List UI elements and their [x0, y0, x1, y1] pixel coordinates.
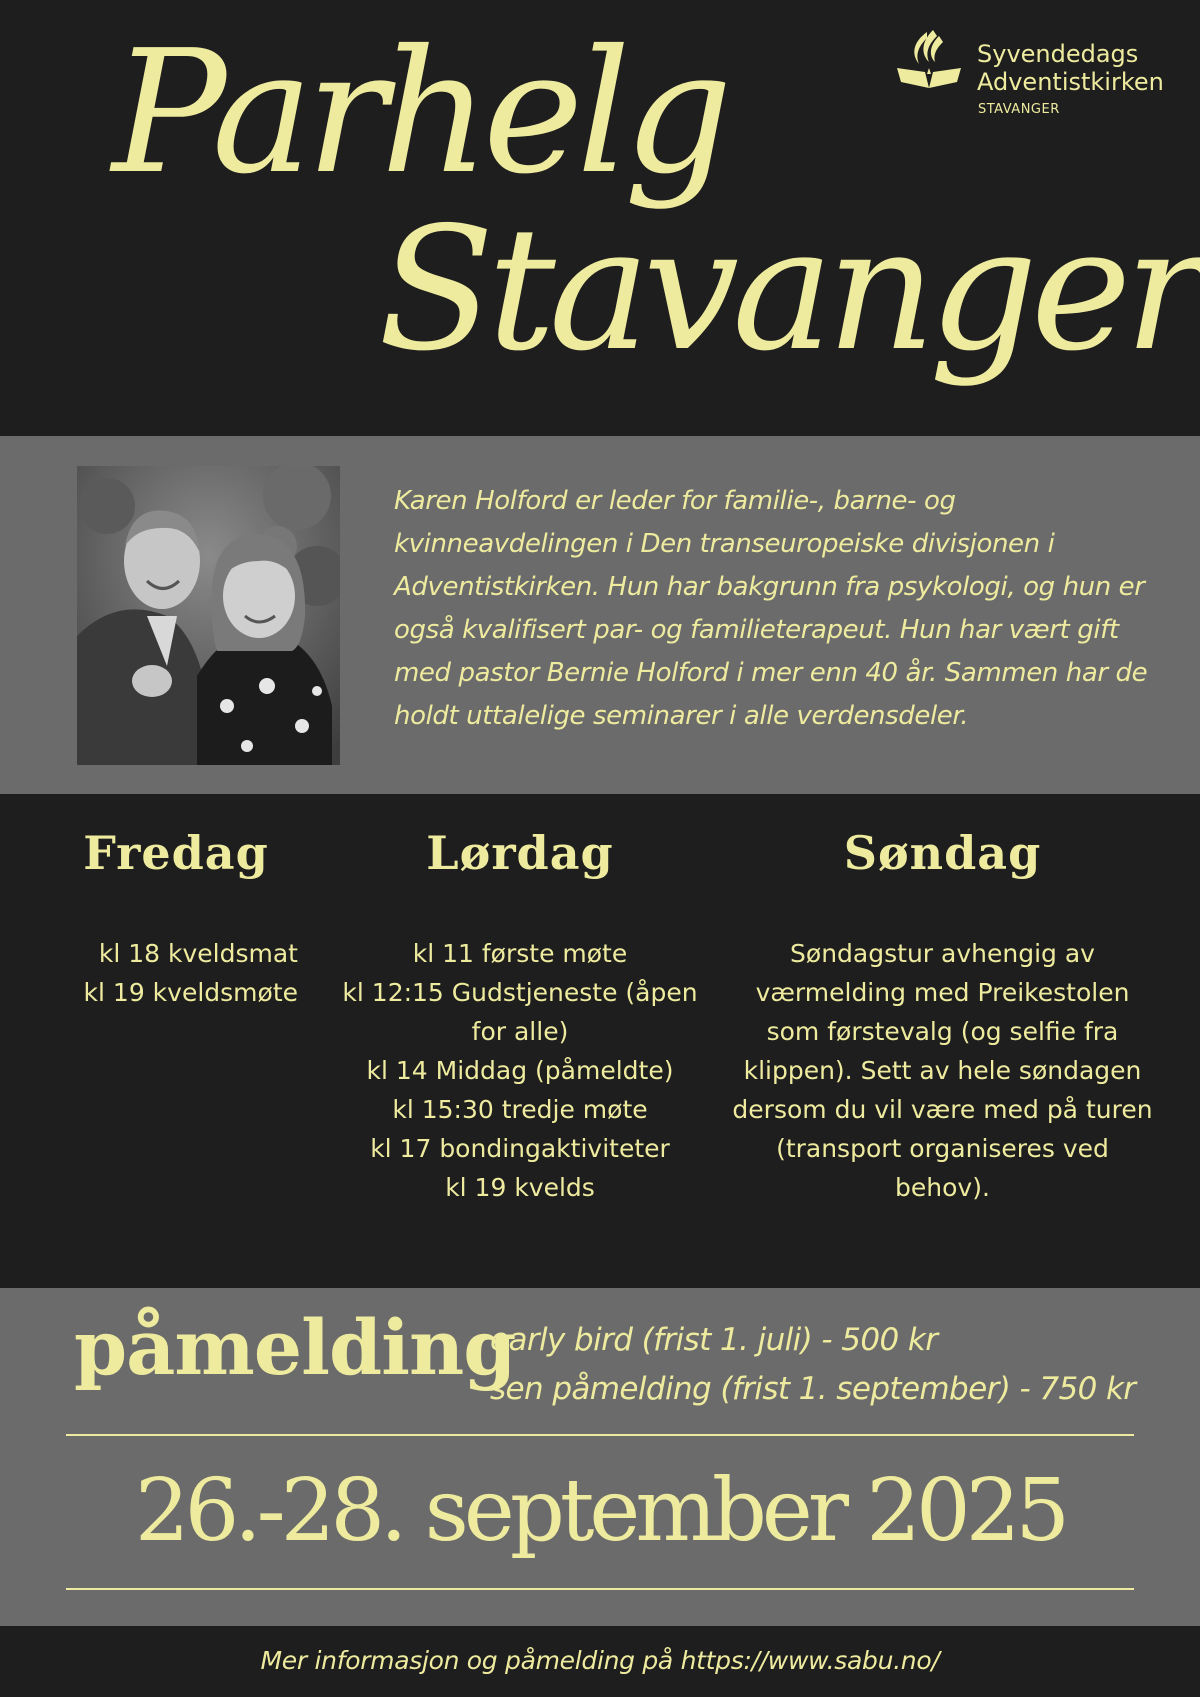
sondag-program: [730, 934, 1155, 1207]
program-line: kl 12:15 Gudstjeneste (åpen: [342, 978, 698, 1007]
day-heading-sondag: Søndag: [843, 826, 1042, 880]
day-heading-lordag: Lørdag: [426, 826, 614, 880]
program-line: for alle): [471, 1017, 569, 1046]
adventist-flame-book-icon: [893, 28, 969, 94]
hero-section: [0, 0, 1200, 436]
price-early-bird: early bird (frist 1. juli) - 500 kr: [490, 1322, 938, 1358]
price-late: sen påmelding (frist 1. september) - 750 kr: [490, 1371, 1136, 1407]
divider-line: [66, 1588, 1134, 1590]
fredag-program: [76, 934, 298, 1012]
sondag-description: Søndagstur avhengig av værmelding med Preikestolen som førstevalg (og selfie fra klippen). Sett av hele søndagen dersom du vil være med på turen (transport organiseres ved behov).: [732, 939, 1153, 1202]
program-line: kl 11 første møte: [412, 939, 628, 968]
couple-portrait-photo: [77, 466, 340, 765]
church-logo: [893, 28, 1173, 118]
footer: [0, 1626, 1200, 1697]
price-list: [490, 1316, 1135, 1414]
divider-line: [66, 1434, 1134, 1436]
lordag-program: [330, 934, 710, 1207]
program-line: kl 19 kvelds: [445, 1173, 595, 1202]
event-date: 26.-28. september 2025: [134, 1461, 1066, 1561]
program-line: kl 14 Middag (påmeldte): [366, 1056, 674, 1085]
logo-name-line-2: Adventistkirken: [977, 68, 1164, 96]
program-line: kl 15:30 tredje møte: [392, 1095, 648, 1124]
logo-name-line-1: Syvendedags: [977, 40, 1139, 68]
registration-title: påmelding: [74, 1303, 516, 1392]
program-line: kl 17 bondingaktiviteter: [370, 1134, 670, 1163]
program-line: kl 18 kveldsmat: [98, 939, 298, 968]
logo-city: STAVANGER: [978, 102, 1060, 117]
bio-text: Karen Holford er leder for familie-, barne- og kvinneavdelingen i Den transeuropeiske divisjonen i Adventistkirken. Hun har bakgrunn fra psykologi, og hun er også kvalifisert par- og familieterapeut. Hun har vært gift med pastor Bernie Holford i mer enn 40 år. Sammen har de holdt uttalelige seminarer i alle verdensdeler.: [394, 486, 1148, 731]
day-heading-fredag: Fredag: [83, 826, 269, 880]
footer-info-link[interactable]: Mer informasjon og påmelding på https://www.sabu.no/: [260, 1646, 940, 1675]
schedule-section: [0, 794, 1200, 1288]
bio-section: [0, 436, 1200, 794]
portrait-illustration: [77, 466, 340, 765]
registration-section: [0, 1288, 1200, 1626]
program-line: kl 19 kveldsmøte: [83, 978, 298, 1007]
title-line-2: Stavanger: [378, 191, 1199, 389]
title-line-1: Parhelg: [112, 14, 726, 212]
